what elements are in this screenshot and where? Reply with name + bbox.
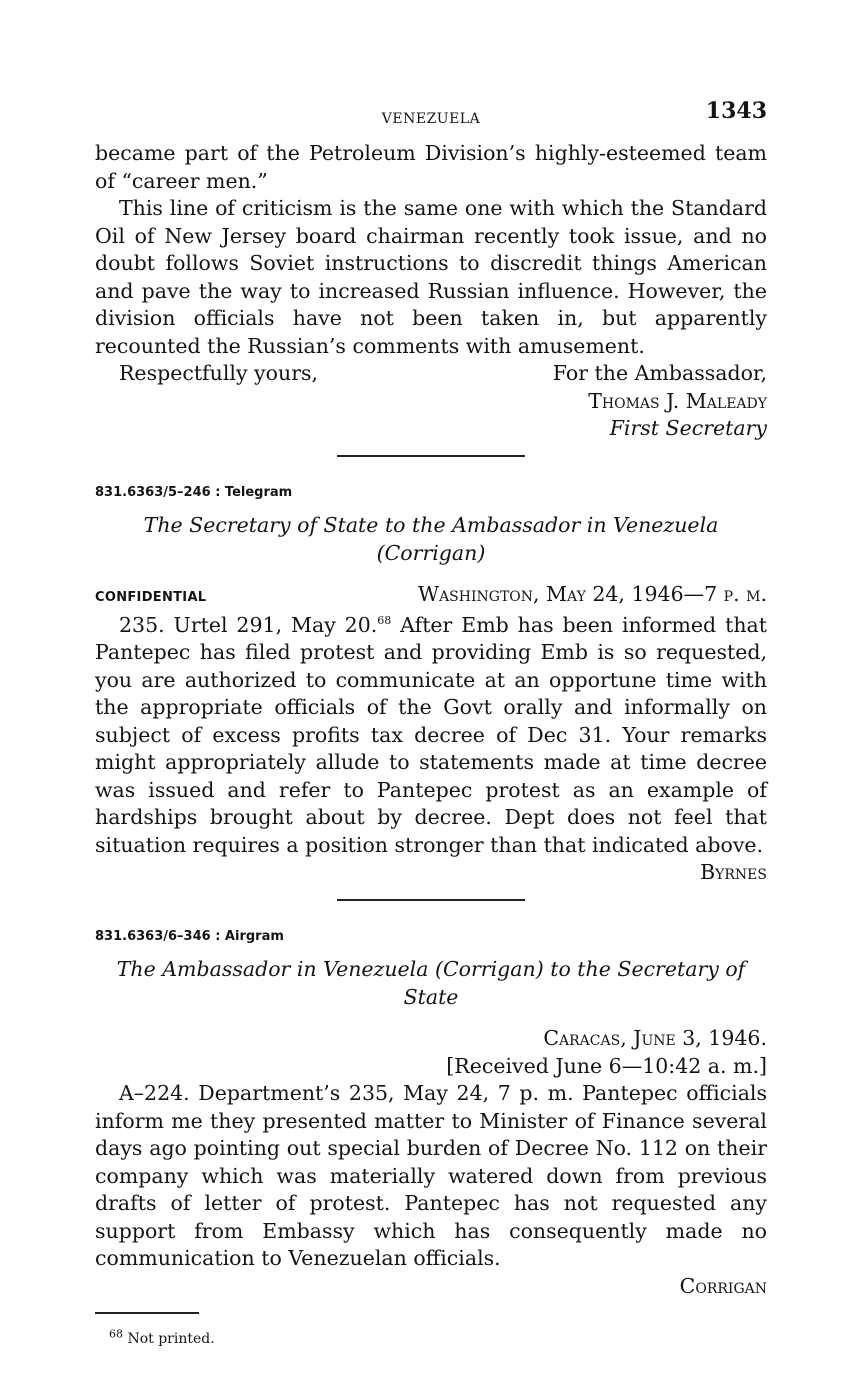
section-divider (337, 455, 525, 457)
closing-row (95, 360, 767, 388)
signature-name: Thomas J. Maleady (588, 388, 767, 413)
footnote (95, 1326, 767, 1354)
telegram-body-start: 235. Urtel 291, May 20. (119, 612, 378, 637)
place-date: Washington, May 24, 1946—7 p. m. (418, 582, 767, 606)
document-page (95, 100, 767, 1354)
footnote-marker: 68 (109, 1327, 123, 1341)
closing-text: Respectfully yours, (119, 361, 319, 385)
paragraph-continued: became part of the Petroleum Division’s highly-esteemed team of “career men.” (95, 141, 767, 193)
telegram-body-rest: After Emb has been informed that Pantepec has filed protest and providing Emb is so requested, you are authorized to communicate at an opportune time with the appropriate officials of the Govt orally and informally on subject of excess profits tax decree of Dec 31. Your remarks might appropriately allude to statements made at time decree was issued and refer to Pantepec protest as an example of hardships brought about by decree. Dept does not feel that situation requires a position stronger than that indicated above. (95, 612, 767, 857)
document-title: The Secretary of State to the Ambassador in Venezuela (Corrigan) (143, 513, 719, 565)
telegram-signature: Byrnes (700, 860, 767, 884)
signature-title: First Secretary (609, 416, 767, 440)
document-id: 831.6363/5–246 : Telegram (95, 484, 293, 500)
received-note: [Received June 6—10:42 a. m.] (446, 1053, 767, 1078)
footnote-divider (95, 1312, 199, 1314)
paragraph-criticism: This line of criticism is the same one with which the Standard Oil of New Jersey board chairman recently took issue, and no doubt follows Soviet instructions to discredit things American and pave the way to increased Russian influence. However, the division officials have not been taken in, but apparently recounted the Russian’s comments with amusement. (95, 196, 767, 358)
airgram-body: A–224. Department’s 235, May 24, 7 p. m. Pantepec officials inform me they presented matter to Minister of Finance several days ago pointing out special burden of Decree No. 112 on their company which was materially watered down from previous drafts of letter of protest. Pantepec has not requested any support from Embassy which has consequently made no communication to Venezuelan officials. (95, 1081, 767, 1270)
footnote-reference: 68 (377, 613, 392, 627)
place-date: Caracas, June 3, 1946. (543, 1026, 767, 1050)
signature-line: For the Ambassador, (552, 361, 767, 385)
section-divider (337, 899, 525, 901)
document-title: The Ambassador in Venezuela (Corrigan) to the Secretary of State (116, 957, 746, 1009)
page-header (95, 100, 767, 140)
telegram-body (95, 612, 767, 860)
page-number: 1343 (705, 98, 767, 124)
running-head: VENEZUELA (381, 111, 481, 127)
document-id: 831.6363/6–346 : Airgram (95, 928, 284, 944)
dateline-row (95, 581, 767, 612)
footnote-text: Not printed. (127, 1331, 215, 1347)
classification-label: CONFIDENTIAL (95, 590, 207, 605)
airgram-signature: Corrigan (679, 1273, 767, 1298)
